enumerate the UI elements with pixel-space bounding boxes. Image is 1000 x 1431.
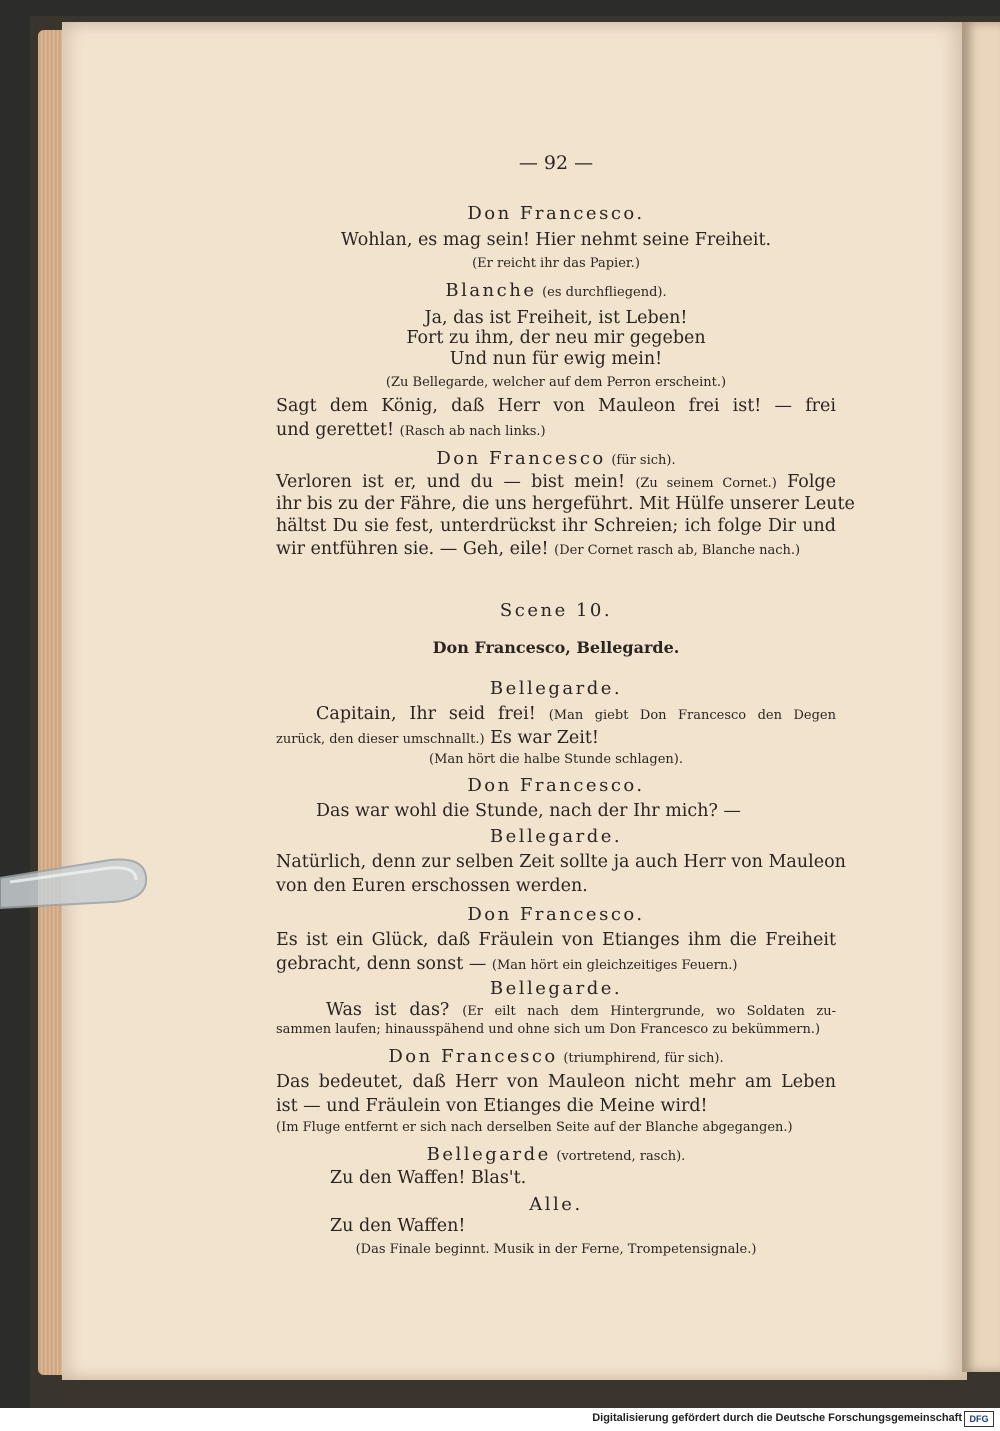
- speech-line: Natürlich, denn zur selben Zeit sollte ja auch Herr von Mauleon: [276, 852, 846, 872]
- speaker-don-francesco: Don Francesco.: [467, 203, 645, 224]
- stage-direction: (Das Finale beginnt. Musik in der Ferne, Trompetensignale.): [355, 1242, 757, 1257]
- dfg-logo: DFG: [964, 1411, 994, 1427]
- speech-line: Es ist ein Glück, daß Fräulein von Etianges ihm die Freiheit: [276, 930, 836, 950]
- speech-line: Zu den Waffen! Blas't.: [330, 1168, 527, 1188]
- stage-direction: (Er eilt nach dem Hintergrunde, wo Soldaten zu-: [462, 1004, 836, 1019]
- speech-line: Wohlan, es mag sein! Hier nehmt seine Freiheit.: [340, 230, 772, 250]
- stage-direction: (es durchfliegend).: [542, 285, 667, 300]
- speech-fragment: Folge: [787, 472, 836, 492]
- stage-direction: (Zu seinem Cornet.): [635, 476, 777, 491]
- speech-line: [276, 539, 800, 559]
- speech-fragment: gebracht, denn sonst —: [276, 954, 487, 974]
- speaker-line: [276, 448, 836, 469]
- scene-heading: Scene 10.: [499, 600, 613, 621]
- speaker-bellegarde: Bellegarde.: [489, 826, 623, 847]
- facing-page-edge: [962, 22, 1000, 1372]
- speech-line: hältst Du sie fest, unterdrückst ihr Schreien; ich folge Dir und: [276, 516, 836, 536]
- speaker-don-francesco: Don Francesco: [436, 448, 606, 469]
- speech-fragment: wir entführen sie. — Geh, eile!: [276, 539, 549, 559]
- stage-direction: zurück, den dieser umschnallt.): [276, 732, 485, 747]
- page-holder-spatula: [0, 856, 150, 916]
- speaker-blanche-line: [276, 280, 836, 301]
- stage-direction: (Im Fluge entfernt er sich nach derselben Seite auf der Blanche abgegangen.): [276, 1120, 793, 1135]
- verse-line: Fort zu ihm, der neu mir gegeben: [406, 328, 706, 348]
- stage-direction: (Man hört ein gleichzeitiges Feuern.): [491, 958, 738, 973]
- speaker-bellegarde: Bellegarde.: [489, 678, 623, 699]
- verse-line: Ja, das ist Freiheit, ist Leben!: [424, 308, 688, 328]
- speaker-don-francesco: Don Francesco: [388, 1046, 558, 1067]
- speech-line: [276, 954, 737, 974]
- speaker-line: [276, 1144, 836, 1165]
- speech-line: Das bedeutet, daß Herr von Mauleon nicht mehr am Leben: [276, 1072, 836, 1092]
- verse-line: Und nun für ewig mein!: [449, 349, 663, 369]
- stage-direction: (Man hört die halbe Stunde schlagen).: [429, 752, 683, 767]
- speech-line: [276, 728, 599, 748]
- speech-line: Zu den Waffen!: [330, 1216, 466, 1236]
- speaker-blanche: Blanche: [445, 280, 537, 301]
- speech-fragment: Verloren ist er, und du — bist mein!: [276, 472, 626, 492]
- speech-line: [276, 420, 546, 440]
- stage-direction: (Man giebt Don Francesco den Degen: [548, 708, 836, 723]
- speech-line: Das war wohl die Stunde, nach der Ihr mich? —: [316, 801, 741, 821]
- speech-fragment: Es war Zeit!: [490, 728, 599, 748]
- speech-fragment: Was ist das?: [326, 1000, 450, 1020]
- speech-fragment: Capitain, Ihr seid frei!: [316, 704, 536, 724]
- speech-fragment: und gerettet!: [276, 420, 395, 440]
- speech-line: [276, 704, 836, 724]
- stage-direction: (Er reicht ihr das Papier.): [472, 256, 640, 271]
- stage-direction: (Zu Bellegarde, welcher auf dem Perron erscheint.): [385, 375, 727, 390]
- speech-line: ihr bis zu der Fähre, die uns hergeführt. Mit Hülfe unserer Leute: [276, 494, 855, 514]
- stage-direction: (für sich).: [611, 453, 676, 468]
- page-number: — 92 —: [518, 152, 594, 174]
- stage-direction: (triumphirend, für sich).: [563, 1051, 724, 1066]
- speaker-bellegarde: Bellegarde.: [489, 978, 623, 999]
- speech-line: ist — und Fräulein von Etianges die Meine wird!: [276, 1096, 708, 1116]
- speech-line: von den Euren erschossen werden.: [276, 876, 588, 896]
- speech-line: Sagt dem König, daß Herr von Mauleon frei ist! — frei: [276, 396, 836, 416]
- speaker-bellegarde: Bellegarde: [426, 1144, 551, 1165]
- cast-list: Don Francesco, Bellegarde.: [432, 638, 680, 657]
- stage-direction: (Der Cornet rasch ab, Blanche nach.): [554, 543, 801, 558]
- speaker-don-francesco: Don Francesco.: [467, 904, 645, 925]
- speaker-don-francesco: Don Francesco.: [467, 775, 645, 796]
- speaker-alle: Alle.: [529, 1194, 583, 1215]
- speech-line: [276, 472, 836, 492]
- stage-direction: (Rasch ab nach links.): [399, 424, 546, 439]
- speech-line: [276, 1000, 836, 1020]
- stage-direction: (vortretend, rasch).: [556, 1149, 686, 1164]
- speaker-line: [276, 1046, 836, 1067]
- stage-direction: sammen laufen; hinausspähend und ohne sich um Don Francesco zu bekümmern.): [276, 1022, 821, 1037]
- footer-credit: Digitalisierung gefördert durch die Deutsche Forschungsgemeinschaft: [592, 1412, 962, 1424]
